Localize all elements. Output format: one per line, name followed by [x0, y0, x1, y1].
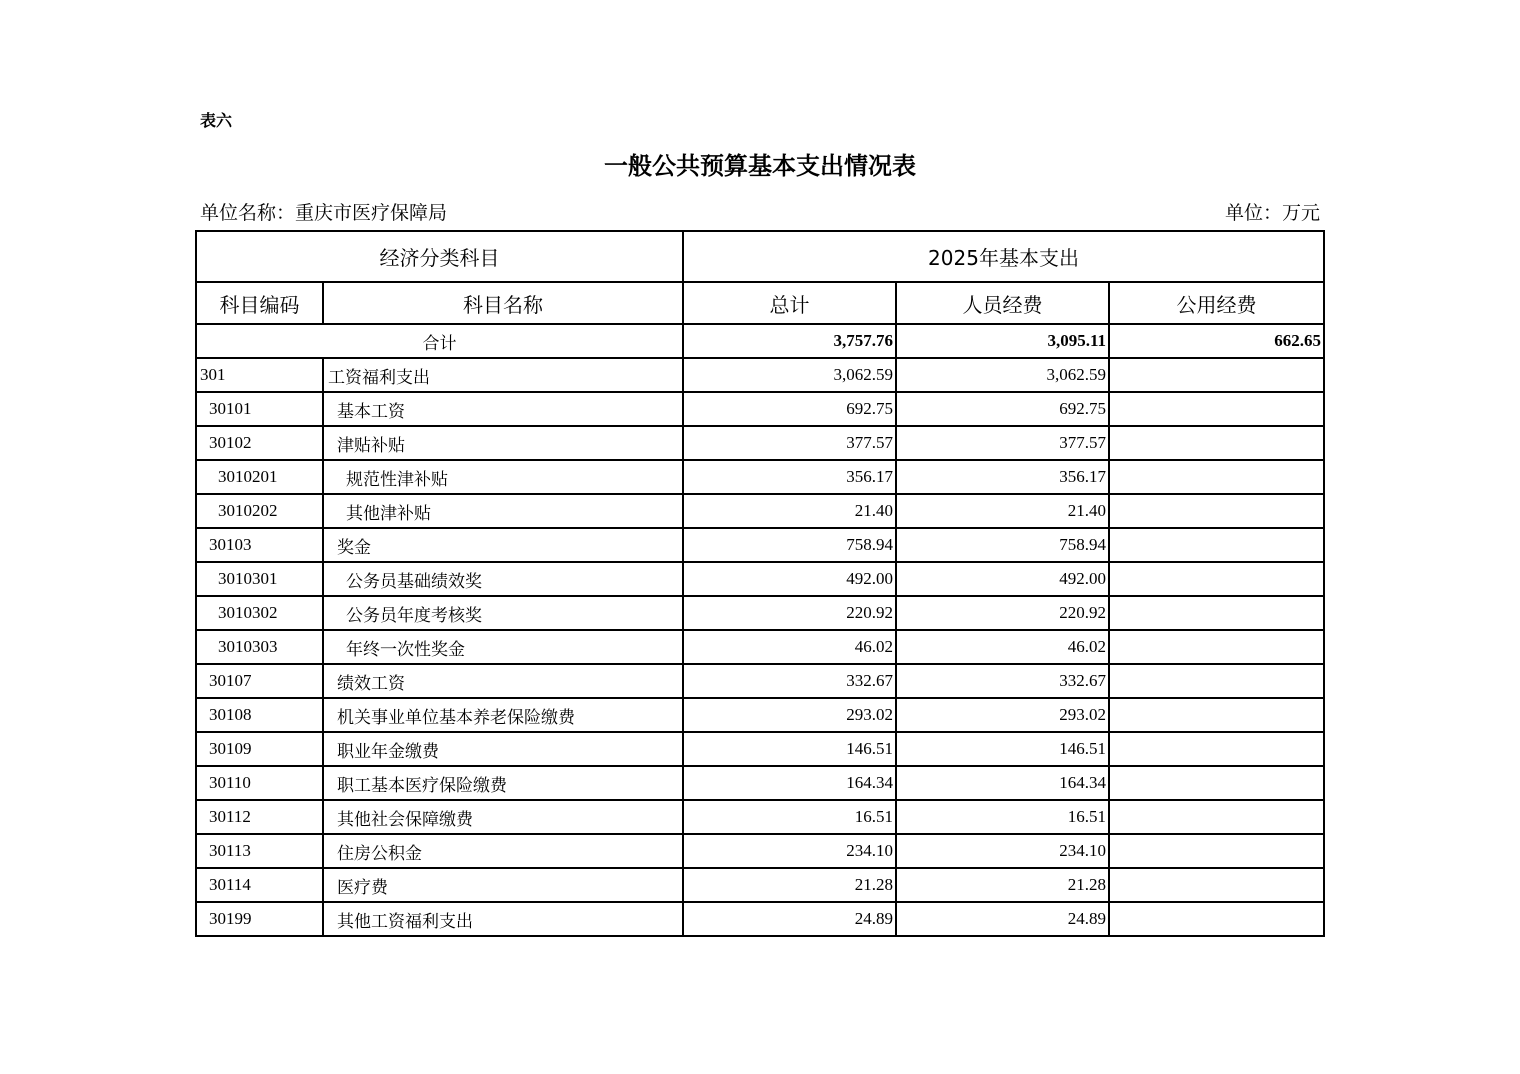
header-public: 公用经费 [1109, 282, 1324, 324]
row-public [1109, 562, 1324, 596]
row-code: 30102 [196, 426, 323, 460]
table-row [196, 834, 1324, 868]
row-name: 绩效工资 [323, 664, 683, 698]
currency-unit-label: 单位：万元 [1224, 202, 1320, 224]
total-total: 3,757.76 [683, 324, 896, 358]
row-personnel: 21.28 [896, 868, 1109, 902]
row-public [1109, 358, 1324, 392]
table-row [196, 528, 1324, 562]
row-name: 住房公积金 [323, 834, 683, 868]
total-personnel: 3,095.11 [896, 324, 1109, 358]
row-personnel: 692.75 [896, 392, 1109, 426]
table-row [196, 460, 1324, 494]
row-personnel: 758.94 [896, 528, 1109, 562]
row-total: 356.17 [683, 460, 896, 494]
row-personnel: 234.10 [896, 834, 1109, 868]
row-total: 3,062.59 [683, 358, 896, 392]
row-name: 其他津补贴 [323, 494, 683, 528]
row-code: 30112 [196, 800, 323, 834]
row-public [1109, 800, 1324, 834]
table-row [196, 392, 1324, 426]
row-public [1109, 732, 1324, 766]
table-row [196, 800, 1324, 834]
row-total: 758.94 [683, 528, 896, 562]
row-personnel: 220.92 [896, 596, 1109, 630]
table-row [196, 630, 1324, 664]
row-personnel: 21.40 [896, 494, 1109, 528]
row-personnel: 377.57 [896, 426, 1109, 460]
row-code: 3010202 [196, 494, 323, 528]
row-name: 职工基本医疗保险缴费 [323, 766, 683, 800]
row-total: 332.67 [683, 664, 896, 698]
row-code: 30110 [196, 766, 323, 800]
row-name: 其他社会保障缴费 [323, 800, 683, 834]
row-code: 3010301 [196, 562, 323, 596]
row-name: 机关事业单位基本养老保险缴费 [323, 698, 683, 732]
row-name: 公务员基础绩效奖 [323, 562, 683, 596]
row-public [1109, 834, 1324, 868]
row-personnel: 332.67 [896, 664, 1109, 698]
row-total: 220.92 [683, 596, 896, 630]
page-title: 一般公共预算基本支出情况表 [604, 151, 916, 180]
table-row [196, 562, 1324, 596]
row-personnel: 293.02 [896, 698, 1109, 732]
table-row [196, 494, 1324, 528]
row-personnel: 3,062.59 [896, 358, 1109, 392]
row-total: 234.10 [683, 834, 896, 868]
header-total: 总计 [683, 282, 896, 324]
table-row [196, 698, 1324, 732]
row-total: 377.57 [683, 426, 896, 460]
row-code: 3010303 [196, 630, 323, 664]
row-name: 医疗费 [323, 868, 683, 902]
unit-name-label: 单位名称：重庆市医疗保障局 [200, 202, 448, 224]
row-code: 30199 [196, 902, 323, 936]
row-name: 规范性津补贴 [323, 460, 683, 494]
row-code: 301 [196, 358, 323, 392]
row-total: 46.02 [683, 630, 896, 664]
table-row [196, 664, 1324, 698]
row-personnel: 492.00 [896, 562, 1109, 596]
row-code: 30109 [196, 732, 323, 766]
row-total: 146.51 [683, 732, 896, 766]
row-code: 30113 [196, 834, 323, 868]
table-row [196, 766, 1324, 800]
row-total: 492.00 [683, 562, 896, 596]
table-row [196, 358, 1324, 392]
table-row [196, 868, 1324, 902]
row-name: 基本工资 [323, 392, 683, 426]
row-name: 工资福利支出 [323, 358, 683, 392]
row-public [1109, 426, 1324, 460]
table-number: 表六 [200, 111, 233, 130]
row-public [1109, 392, 1324, 426]
table-row [196, 902, 1324, 936]
row-total: 692.75 [683, 392, 896, 426]
row-public [1109, 460, 1324, 494]
row-code: 3010201 [196, 460, 323, 494]
row-total: 24.89 [683, 902, 896, 936]
total-public: 662.65 [1109, 324, 1324, 358]
row-name: 年终一次性奖金 [323, 630, 683, 664]
row-personnel: 46.02 [896, 630, 1109, 664]
row-public [1109, 766, 1324, 800]
row-total: 21.40 [683, 494, 896, 528]
header-basic-expenditure: 2025年基本支出 [683, 231, 1324, 282]
row-total: 16.51 [683, 800, 896, 834]
row-public [1109, 528, 1324, 562]
row-public [1109, 698, 1324, 732]
row-personnel: 356.17 [896, 460, 1109, 494]
total-row [196, 324, 1324, 358]
row-name: 其他工资福利支出 [323, 902, 683, 936]
total-label: 合计 [196, 324, 683, 358]
table-row [196, 426, 1324, 460]
row-public [1109, 596, 1324, 630]
table-row [196, 596, 1324, 630]
table-row [196, 732, 1324, 766]
row-total: 293.02 [683, 698, 896, 732]
expenditure-table [195, 230, 1325, 937]
row-public [1109, 902, 1324, 936]
row-name: 职业年金缴费 [323, 732, 683, 766]
row-personnel: 164.34 [896, 766, 1109, 800]
row-name: 奖金 [323, 528, 683, 562]
header-code: 科目编码 [196, 282, 323, 324]
row-public [1109, 868, 1324, 902]
row-public [1109, 630, 1324, 664]
header-personnel: 人员经费 [896, 282, 1109, 324]
row-name: 公务员年度考核奖 [323, 596, 683, 630]
row-personnel: 146.51 [896, 732, 1109, 766]
row-total: 21.28 [683, 868, 896, 902]
row-code: 30103 [196, 528, 323, 562]
row-code: 30114 [196, 868, 323, 902]
row-personnel: 24.89 [896, 902, 1109, 936]
header-economic-category: 经济分类科目 [196, 231, 683, 282]
row-code: 30107 [196, 664, 323, 698]
row-code: 3010302 [196, 596, 323, 630]
row-code: 30101 [196, 392, 323, 426]
row-public [1109, 664, 1324, 698]
header-name: 科目名称 [323, 282, 683, 324]
row-code: 30108 [196, 698, 323, 732]
row-public [1109, 494, 1324, 528]
row-name: 津贴补贴 [323, 426, 683, 460]
row-total: 164.34 [683, 766, 896, 800]
row-personnel: 16.51 [896, 800, 1109, 834]
